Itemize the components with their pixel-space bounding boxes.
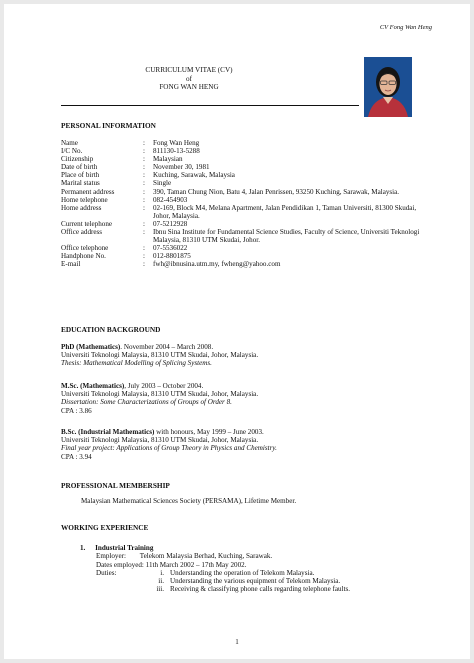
duty-number: iii. [156, 585, 164, 594]
info-label: Current telephone [61, 219, 113, 228]
info-colon: : [143, 195, 145, 204]
info-label: E-mail [61, 260, 81, 269]
cv-title [4, 66, 374, 92]
info-colon: : [143, 147, 145, 156]
duty-text: Understanding the various equipment of Telekom Malaysia. [170, 577, 341, 586]
work-experience-item [80, 544, 350, 594]
dates-label: Dates employed: [96, 560, 144, 569]
employer-value: Telekom Malaysia Berhad, Kuching, Sarawak. [139, 552, 273, 561]
dates-value: 11th March 2002 – 17th May 2002. [145, 560, 247, 569]
info-value: 811130-13-5288 [153, 147, 200, 156]
personal-info-row [61, 147, 428, 155]
institution: Universiti Teknologi Malaysia, 81310 UTM Skudai, Johor, Malaysia. [61, 436, 259, 445]
duty-number: i. [160, 568, 164, 577]
info-label: Place of birth [61, 171, 100, 180]
info-colon: : [143, 171, 145, 180]
personal-info-row [61, 260, 428, 268]
duty-item [148, 585, 350, 593]
info-value: 07-5212928 [153, 219, 188, 228]
info-colon: : [143, 244, 145, 253]
info-colon: : [143, 203, 145, 212]
profile-photo [364, 57, 412, 117]
degree-dates: . November 2004 – March 2008. [120, 343, 214, 351]
personal-info-row [61, 179, 428, 187]
info-label: Home telephone [61, 195, 108, 204]
title-line-2: of [186, 74, 192, 83]
info-value: 082-454903 [153, 195, 188, 204]
document-page [4, 4, 470, 659]
duty-item [148, 577, 350, 585]
degree: PhD (Mathematics) [61, 343, 121, 351]
info-value: Malaysian [153, 155, 183, 164]
section-education-background: EDUCATION BACKGROUND [61, 325, 161, 334]
degree: B.Sc. (Industrial Mathematics) [61, 428, 155, 436]
info-label: Permanent address [61, 187, 115, 196]
degree-dates: , July 2003 – October 2004. [124, 382, 204, 390]
info-label: Handphone No. [61, 252, 106, 261]
personal-info-row [61, 155, 428, 163]
info-label: Date of birth [61, 163, 98, 172]
personal-info-row [61, 252, 428, 260]
info-label: Home address [61, 203, 102, 212]
personal-info-row [61, 244, 428, 252]
title-line-1: CURRICULUM VITAE (CV) [145, 66, 233, 74]
info-label: Marital status [61, 179, 100, 188]
section-professional-membership: PROFESSIONAL MEMBERSHIP [61, 481, 170, 490]
personal-info-row [61, 188, 428, 196]
info-value: Single [153, 179, 172, 188]
info-colon: : [143, 155, 145, 164]
info-label: Name [61, 139, 78, 147]
work-title: Industrial Training [95, 544, 154, 552]
info-value: Kuching, Sarawak, Malaysia [153, 171, 235, 180]
thesis-title: Thesis: Mathematical Modelling of Splicing Systems. [61, 359, 212, 368]
title-divider [61, 105, 359, 106]
info-colon: : [143, 163, 145, 172]
personal-info-row [61, 139, 428, 147]
duty-item [148, 569, 350, 577]
duties-list [148, 569, 350, 594]
info-value: Ibnu Sina Institute for Fundamental Science Studies, Faculty of Science, Universiti Teknologi Malaysia, 81310 UTM Skudai, Johor. [153, 228, 420, 245]
section-personal-information: PERSONAL INFORMATION [61, 121, 156, 130]
personal-info-row [61, 220, 428, 228]
section-working-experience: WORKING EXPERIENCE [61, 523, 149, 532]
info-label: Office telephone [61, 244, 109, 253]
info-colon: : [143, 187, 145, 196]
duty-text: Receiving & classifying phone calls regarding telephone faults. [170, 585, 351, 594]
info-colon: : [143, 179, 145, 188]
personal-info-row [61, 196, 428, 204]
education-entry [61, 382, 258, 415]
info-value: 02-169, Block M4, Melana Apartment, Jalan Pendidikan 1, Taman Universiti, 81300 Skudai, Johor, Malaysia. [153, 203, 417, 220]
info-label: Office address [61, 228, 103, 237]
duty-text: Understanding the operation of Telekom Malaysia. [170, 568, 315, 577]
cpa: CPA : 3.94 [61, 452, 92, 461]
title-line-3: FONG WAN HENG [159, 83, 219, 91]
info-value: November 30, 1981 [153, 163, 210, 172]
page-number: 1 [235, 638, 239, 646]
info-colon: : [143, 228, 145, 237]
institution: Universiti Teknologi Malaysia, 81310 UTM Skudai, Johor, Malaysia. [61, 390, 259, 399]
info-label: I/C No. [61, 147, 83, 156]
info-value: 390, Taman Chung Nion, Batu 4, Jalan Penrissen, 93250 Kuching, Sarawak, Malaysia. [153, 187, 400, 196]
employer-label: Employer: [96, 552, 126, 561]
institution: Universiti Teknologi Malaysia, 81310 UTM Skudai, Johor, Malaysia. [61, 351, 259, 360]
info-value: 07-5536022 [153, 244, 188, 253]
degree: M.Sc. (Mathematics) [61, 382, 125, 390]
thesis-title: Dissertation: Some Characterizations of Groups of Order 8. [61, 398, 232, 407]
info-value: Fong Wan Heng [153, 139, 200, 147]
membership-text: Malaysian Mathematical Sciences Society (PERSAMA), Lifetime Member. [81, 497, 297, 505]
work-number: 1. [80, 544, 86, 552]
info-colon: : [143, 252, 145, 261]
degree-dates: with honours, May 1999 – June 2003. [154, 428, 264, 436]
education-entry [61, 428, 277, 461]
personal-info-row [61, 163, 428, 171]
cpa: CPA : 3.86 [61, 406, 92, 415]
info-colon: : [143, 219, 145, 228]
thesis-title: Final year project: Applications of Group Theory in Physics and Chemistry. [61, 444, 277, 453]
personal-info-row [61, 204, 428, 220]
info-colon: : [143, 260, 145, 269]
personal-info-row [61, 171, 428, 179]
info-label: Citizenship [61, 155, 94, 164]
personal-info-table [61, 139, 428, 269]
info-value: 012-8801875 [153, 252, 191, 261]
info-colon: : [143, 139, 145, 147]
running-header: CV Fong Wan Heng [379, 24, 432, 31]
education-entry [61, 343, 258, 368]
duties-label: Duties: [96, 568, 117, 577]
personal-info-row [61, 228, 428, 244]
info-value: fwh@ibnusina.utm.my, fwheng@yahoo.com [153, 260, 281, 269]
duty-number: ii. [158, 577, 164, 586]
